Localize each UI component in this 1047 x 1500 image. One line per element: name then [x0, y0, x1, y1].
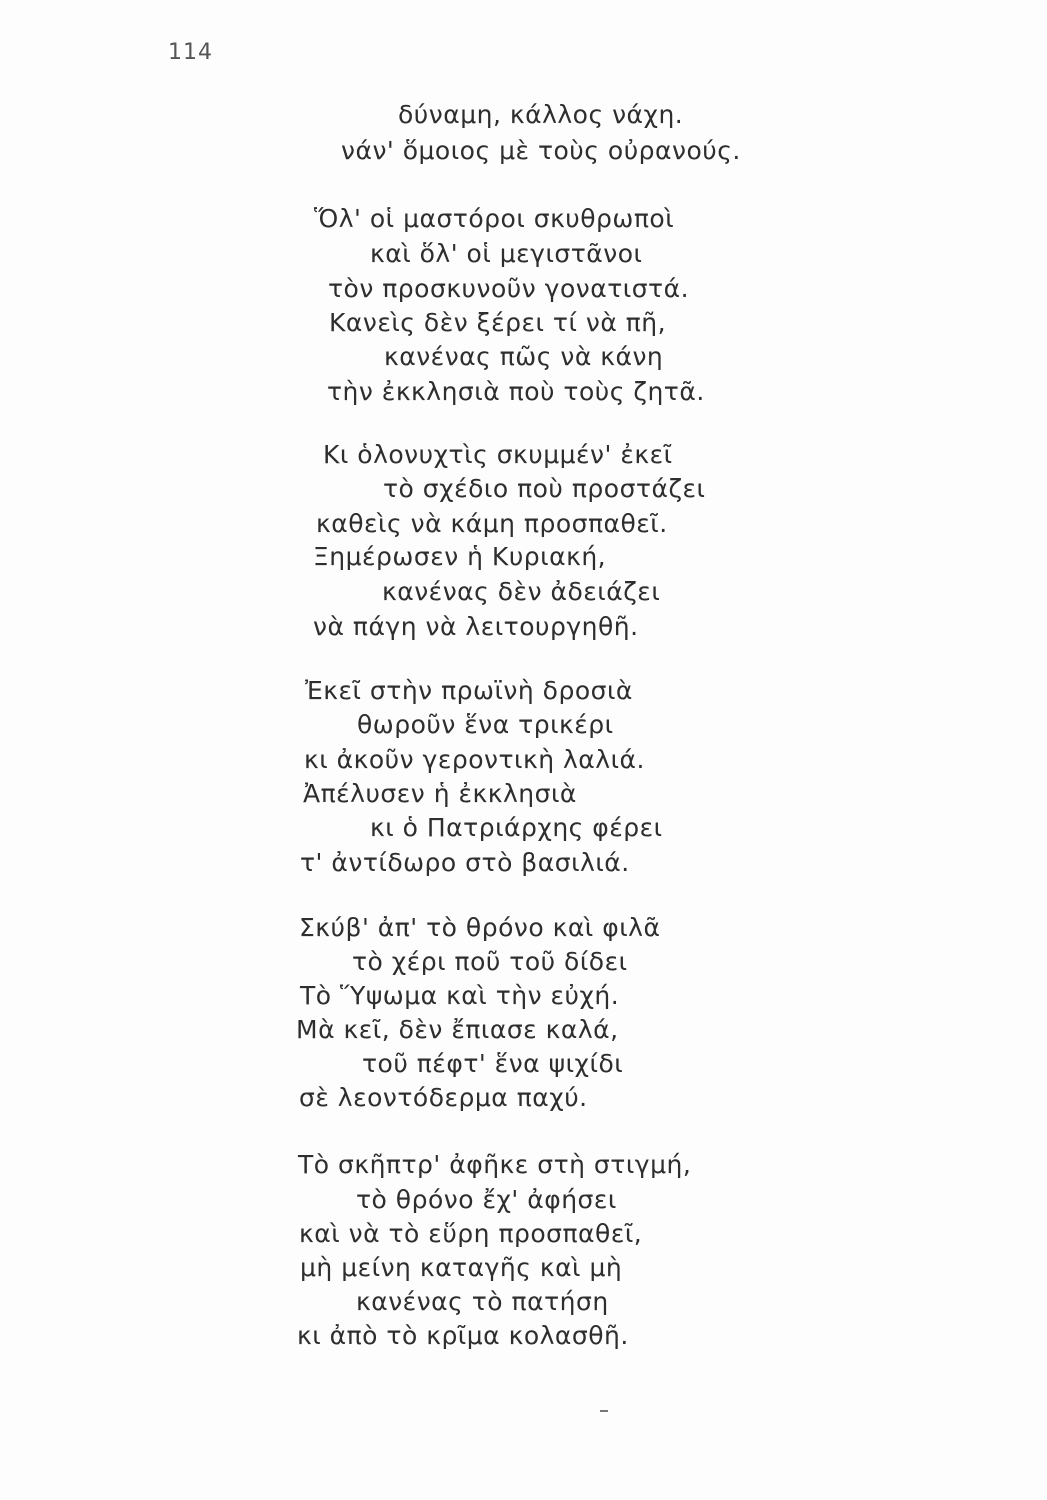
poem-line: καὶ ὅλ' οἱ μεγιστᾶνοι: [370, 239, 643, 268]
poem-line: δύναμη, κάλλος νάχη.: [398, 100, 684, 129]
poem-line: καὶ νὰ τὸ εὕρη προσπαθεῖ,: [299, 1219, 643, 1248]
poem-line: Σκύβ' ἀπ' τὸ θρόνο καὶ φιλᾶ: [299, 913, 661, 942]
poem-line: τὸ θρόνο ἔχ' ἀφήσει: [356, 1185, 617, 1214]
poem-line: κι ὁ Πατριάρχης φέρει: [370, 813, 663, 842]
poem-line: τ' ἀντίδωρο στὸ βασιλιά.: [300, 848, 630, 877]
page-number: 114: [168, 40, 213, 65]
poem-line: Τὸ Ὕψωμα καὶ τὴν εὐχή.: [300, 981, 620, 1010]
poem-line: καθεὶς νὰ κάμη προσπαθεῖ.: [316, 509, 668, 538]
poem-line: τὴν ἐκκλησιὰ ποὺ τοὺς ζητᾶ.: [327, 377, 705, 406]
poem-line: νάν' ὅμοιος μὲ τοὺς οὐρανούς.: [341, 136, 741, 165]
poem-line: μὴ μείνη καταγῆς καὶ μὴ: [300, 1253, 623, 1282]
poem-line: τὸν προσκυνοῦν γονατιστά.: [328, 274, 690, 303]
poem-line: Ὅλ' οἱ μαστόροι σκυθρωποὶ: [314, 204, 675, 233]
poem-line: κανένας δὲν ἀδειάζει: [382, 577, 661, 606]
poem-line: Τὸ σκῆπτρ' ἀφῆκε στὴ στιγμή,: [298, 1150, 692, 1179]
ink-mark: [600, 1410, 608, 1412]
poem-line: κανένας πῶς νὰ κάνη: [384, 342, 664, 371]
poem-line: τὸ σχέδιο ποὺ προστάζει: [383, 474, 706, 503]
poem-line: τὸ χέρι ποῦ τοῦ δίδει: [352, 947, 628, 976]
poem-line: Ξημέρωσεν ἡ Κυριακή,: [313, 542, 607, 571]
poem-line: θωροῦν ἕνα τρικέρι: [357, 710, 614, 739]
poem-line: κι ἀκοῦν γεροντικὴ λαλιά.: [304, 745, 645, 774]
poem-line: νὰ πάγη νὰ λειτουργηθῆ.: [313, 612, 639, 641]
poem-line: Ἀπέλυσεν ἡ ἐκκλησιὰ: [303, 779, 577, 808]
poem-line: Κανεὶς δὲν ξέρει τί νὰ πῆ,: [329, 308, 667, 337]
poem-line: κι ἀπὸ τὸ κρῖμα κολασθῆ.: [297, 1321, 629, 1350]
poem-line: Κι ὁλονυχτὶς σκυμμέν' ἐκεῖ: [323, 440, 673, 469]
poem-line: τοῦ πέφτ' ἕνα ψιχίδι: [362, 1049, 624, 1078]
poem-line: κανένας τὸ πατήση: [356, 1287, 609, 1316]
poem-line: Μὰ κεῖ, δὲν ἔπιασε καλά,: [296, 1015, 619, 1044]
poem-line: σὲ λεοντόδερμα παχύ.: [299, 1083, 588, 1112]
poem-line: Ἐκεῖ στὴν πρωϊνὴ δροσιὰ: [305, 676, 633, 705]
